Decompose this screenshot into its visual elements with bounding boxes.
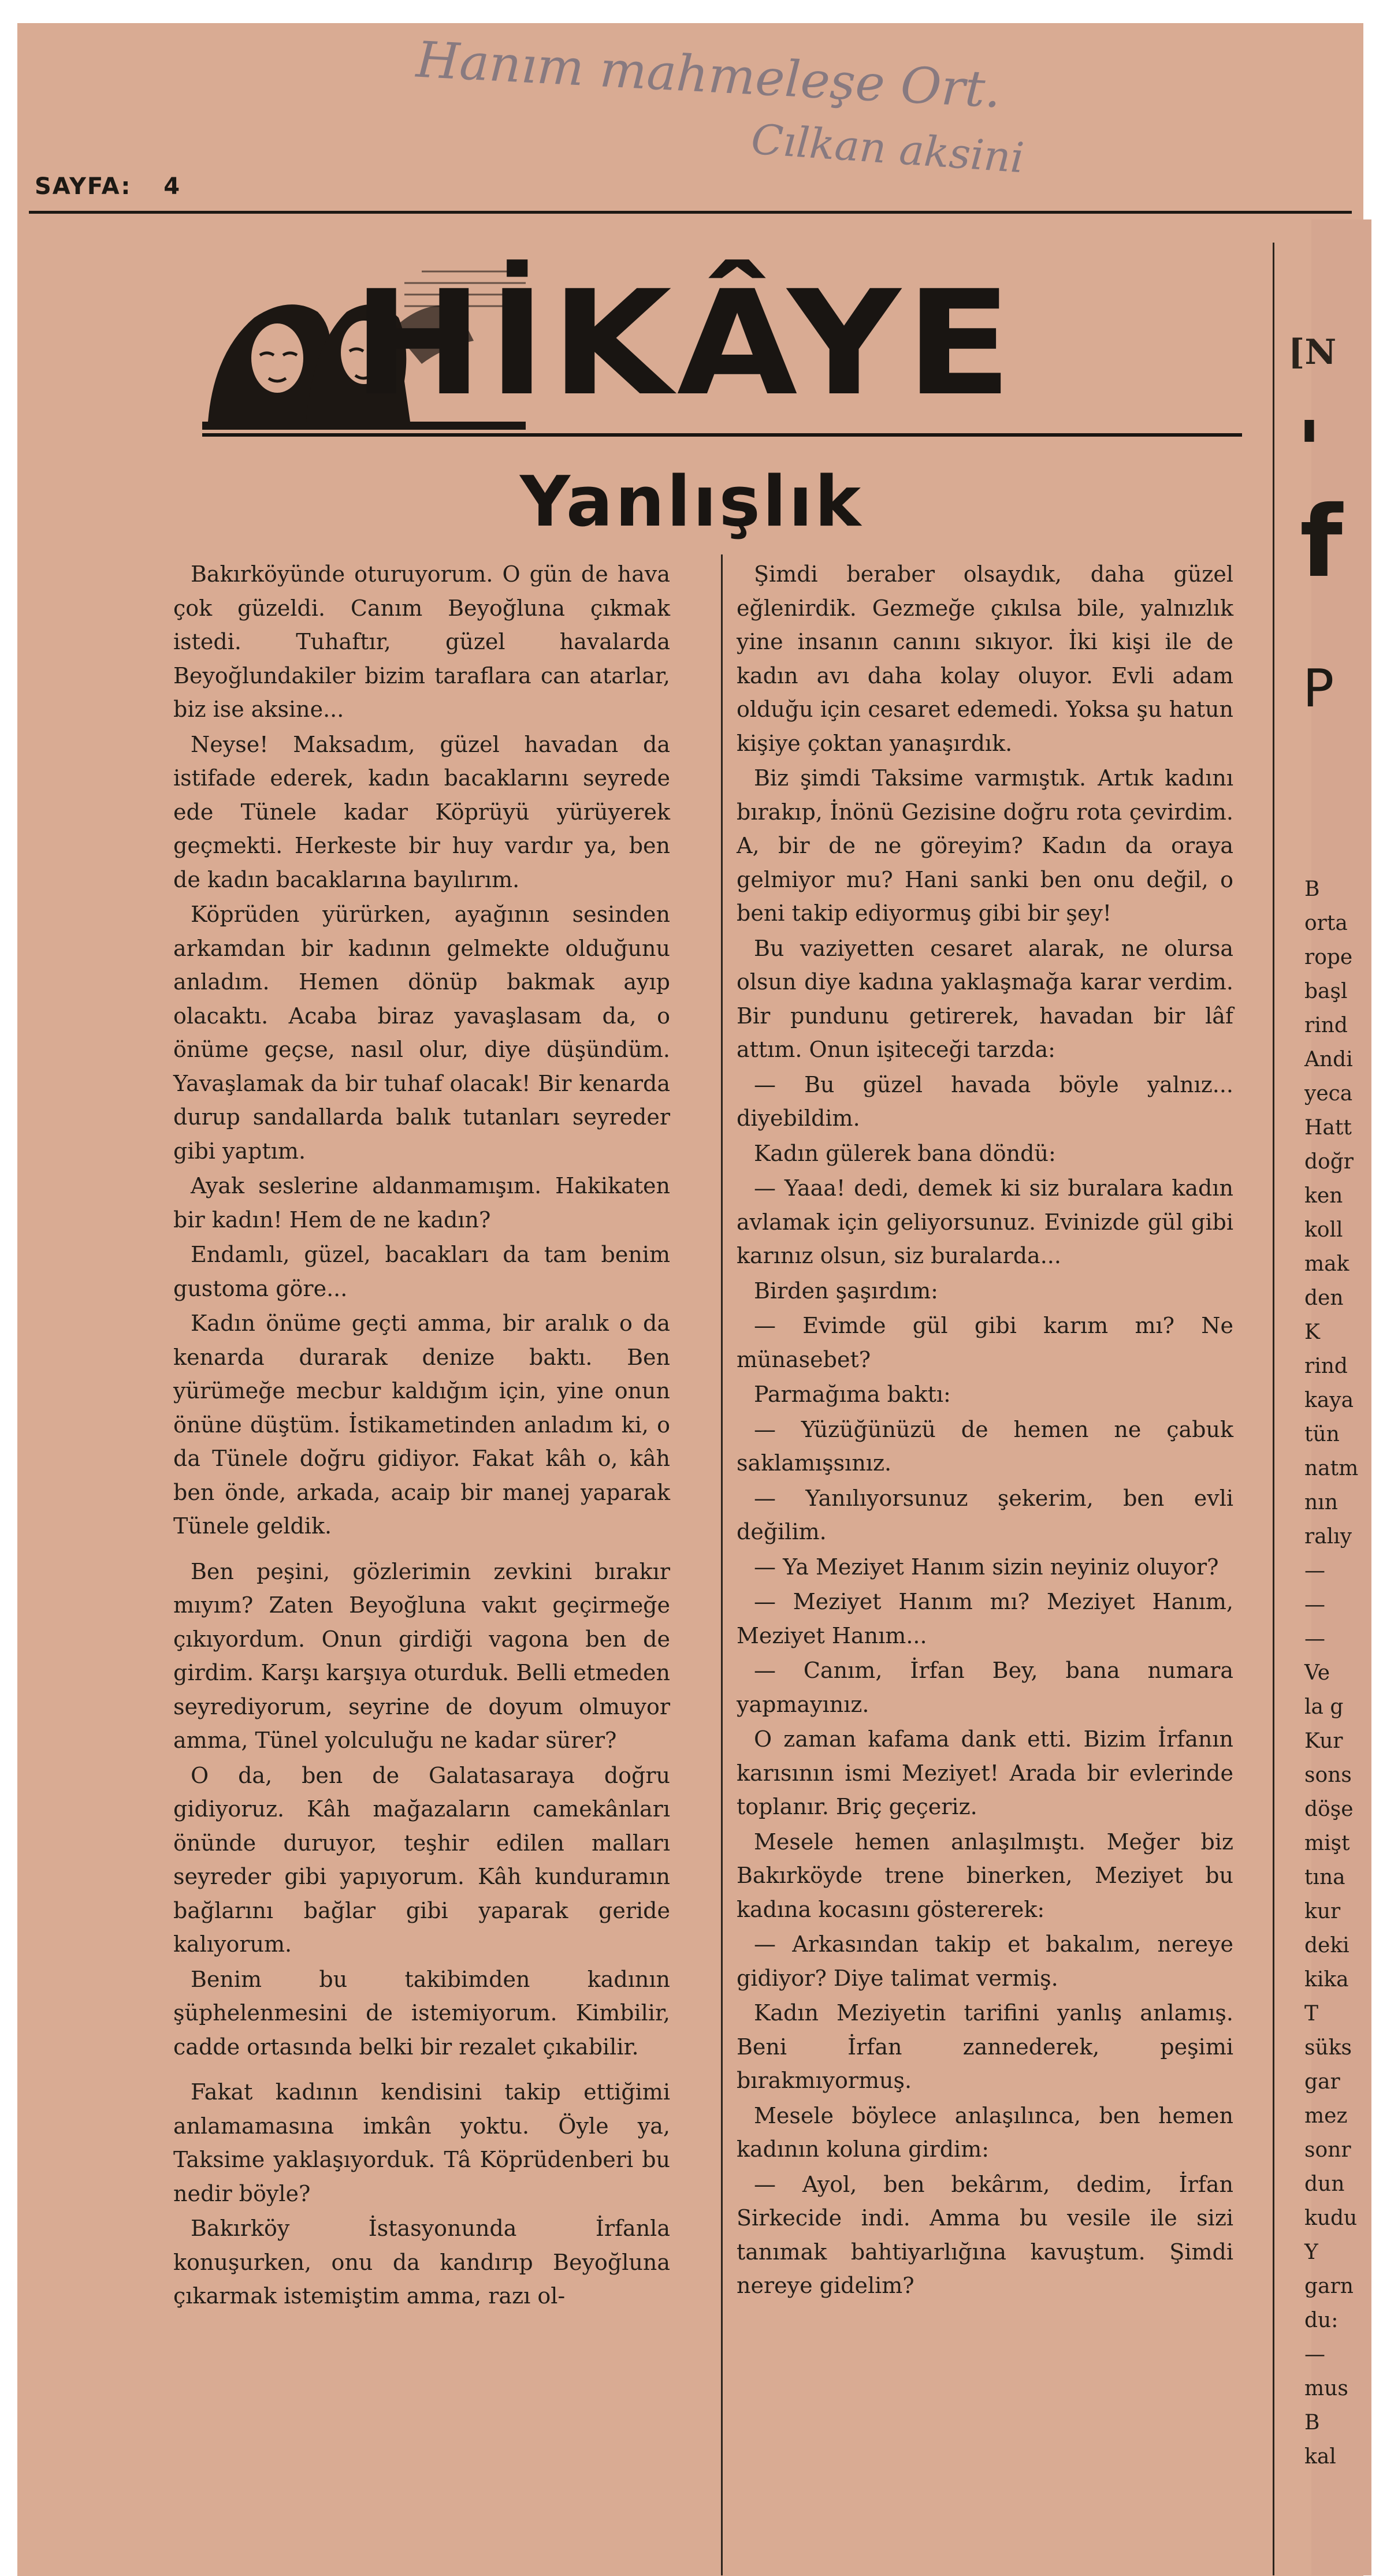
adjacent-article-headline-fragment: ': [1297, 404, 1322, 498]
paragraph: — Ayol, ben bekârım, dedim, İrfan Sirkecide indi. Amma bu vesile ile sizi tanımak bahtiyarlığına kavuştum. Şimdi nereye gidelim?: [737, 2171, 1233, 2298]
paragraph: Bakırköy İstasyonunda İrfanla konuşurken, onu da kandırıp Beyoğluna çıkarmak istemiştim amma, razı ol-: [173, 2216, 670, 2309]
story-column-left: [173, 557, 670, 2313]
paragraph: — Meziyet Hanım mı? Meziyet Hanım, Meziyet Hanım...: [737, 1589, 1233, 1648]
paragraph: — Yanılıyorsunuz şekerim, ben evli değilim.: [737, 1485, 1233, 1544]
paragraph: Bu vaziyetten cesaret alarak, ne olursa olsun diye kadına yaklaşmağa karar verdim. Bir pundunu getirerek, havadan bir lâf attım. Onun işiteceği tarzda:: [737, 935, 1233, 1062]
paragraph: Parmağıma baktı:: [754, 1382, 951, 1407]
paragraph: Biz şimdi Taksime varmıştık. Artık kadını bırakıp, İnönü Gezisine doğru rota çevirdim. A, bir de ne göreyim? Kadın da oraya gelmiyor mu? Hani sanki ben onu değil, o beni takip ediyormuş gibi bir şey!: [737, 765, 1233, 926]
adjacent-article-headline-fragment: f: [1300, 485, 1343, 600]
top-rule: [29, 211, 1352, 214]
paragraph: Ayak seslerine aldanmamışım. Hakikaten bir kadın! Hem de ne kadın?: [173, 1173, 670, 1233]
handwritten-note-line-1: Hanım mahmeleşe Ort.: [415, 31, 1002, 120]
paragraph: Neyse! Maksadım, güzel havadan da istifade ederek, kadın bacaklarını seyrede ede Tünele kadar Köprüyü yürüyerek geçmekti. Herkeste bir huy vardır ya, ben de kadın bacaklarına bayılırım.: [173, 731, 670, 892]
paragraph: Şimdi beraber olsaydık, daha güzel eğlenirdik. Gezmeğe çıkılsa bile, yalnızlık yine insanın canını sıkıyor. İki kişi ile de kadın avı daha kolay oluyor. Evli adam olduğu için cesaret edemedi. Yoksa şu hatun kişiye çoktan yanaşırdık.: [737, 561, 1233, 756]
paragraph: Mesele böylece anlaşılınca, ben hemen kadının koluna girdim:: [737, 2102, 1233, 2162]
story-column-right: [737, 557, 1233, 2303]
paragraph: — Evimde gül gibi karım mı? Ne münasebet?: [737, 1313, 1233, 1372]
paragraph: — Arkasından takip et bakalım, nereye gidiyor? Diye talimat vermiş.: [737, 1931, 1233, 1991]
paragraph: Kadın önüme geçti amma, bir aralık o da kenarda durarak denize baktı. Ben yürümeğe mecbur kaldığım için, yine onun önüne düştüm. İstikametinden anladım ki, o da Tünele doğru gidiyor. Fakat kâh o, kâh ben önde, arkada, acaip bir manej yaparak Tünele geldik.: [173, 1311, 670, 1539]
paragraph: — Ya Meziyet Hanım sizin neyiniz oluyor?: [754, 1554, 1219, 1580]
column-divider-right: [1273, 243, 1274, 2575]
paragraph: Benim bu takibimden kadının şüphelenmesini de istemiyorum. Kimbilir, cadde ortasında belki bir rezalet çıkabilir.: [173, 1966, 670, 2060]
paragraph: O zaman kafama dank etti. Bizim İrfanın karısının ismi Meziyet! Arada bir evlerinde toplanır. Briç geçeriz.: [737, 1726, 1233, 1819]
paragraph: Kadın Meziyetin tarifini yanlış anlamış. Beni İrfan zannederek, peşimi bırakmıyormuş.: [737, 2000, 1233, 2093]
page-number: 4: [163, 173, 181, 200]
paragraph: Kadın gülerek bana döndü:: [754, 1140, 1056, 1166]
paragraph: Birden şaşırdım:: [754, 1278, 938, 1304]
story-title: Yanlışlık: [519, 462, 864, 542]
banner-underline: [202, 433, 1242, 437]
paragraph: Köprüden yürürken, ayağının sesinden arkamdan bir kadının gelmekte olduğunu anladım. Hemen dönüp bakmak ayıp olacaktı. Acaba biraz yavaşlasam da, o önüme geçse, nasıl olur, diye düşündüm. Yavaşlamak da bir tuhaf olacak! Bir kenarda durup sandallarda balık tutanları seyreder gibi yaptım.: [173, 902, 670, 1164]
paragraph: — Canım, İrfan Bey, bana numara yapmayınız.: [737, 1658, 1233, 1717]
adjacent-article-text-fragments: B orta rope başl rind Andi yeca Hatt doğr ken koll mak den K rind kaya tün natm nın ralıy — — — Ve la g Kur sons döşe mişt tına kur deki kika T süks gar mez sonr dun kudu Y garn du: — mus B kal: [1304, 877, 1359, 2469]
paragraph: Bakırköyünde oturuyorum. O gün de hava çok güzeldi. Canım Beyoğluna çıkmak istedi. Tuhaftır, güzel havalarda Beyoğlundakiler bizim taraflara can atarlar, biz ise aksine...: [173, 561, 670, 722]
column-divider: [721, 554, 723, 2575]
page-label: [35, 173, 181, 200]
paragraph: Endamlı, güzel, bacakları da tam benim gustoma göre...: [173, 1242, 670, 1301]
paragraph: Fakat kadının kendisini takip ettiğimi anlamamasına imkân yoktu. Öyle ya, Taksime yaklaşıyorduk. Tâ Köprüdenberi bu nedir böyle?: [173, 2079, 670, 2206]
paragraph: — Bu güzel havada böyle yalnız... diyebildim.: [737, 1071, 1233, 1131]
handwritten-note-line-2: Cılkan aksini: [749, 114, 1026, 183]
paragraph: O da, ben de Galatasaraya doğru gidiyoruz. Kâh mağazaların camekânları önünde duruyor, teşhir edilen malları seyreder gibi yapıyorum. Kâh kunduramın bağlarını bağlar gibi yaparak geride kalıyorum.: [173, 1762, 670, 1957]
adjacent-article-bracket: [N: [1288, 332, 1337, 373]
paragraph: — Yüzüğünüzü de hemen ne çabuk saklamışsınız.: [737, 1416, 1233, 1476]
paragraph: Ben peşini, gözlerimin zevkini bırakır mıyım? Zaten Beyoğluna vakıt geçirmeğe çıkıyordum. Onun girdiği vagona ben de girdim. Karşı karşıya oturduk. Belli etmeden seyrediyorum, seyrine de doyum olmuyor amma, Tünel yolculuğu ne kadar sürer?: [173, 1558, 670, 1753]
page-label-text: SAYFA:: [35, 173, 132, 200]
section-banner-title: HİKÂYE: [352, 259, 1017, 427]
adjacent-article-subhead-fragment: P: [1303, 658, 1334, 719]
paragraph: Mesele hemen anlaşılmıştı. Meğer biz Bakırköyde trene binerken, Meziyet bu kadına kocasını göstererek:: [737, 1829, 1233, 1922]
paragraph: — Yaaa! dedi, demek ki siz buralara kadın avlamak için geliyorsunuz. Evinizde gül gibi karınız olsun, siz buralarda...: [737, 1175, 1233, 1268]
